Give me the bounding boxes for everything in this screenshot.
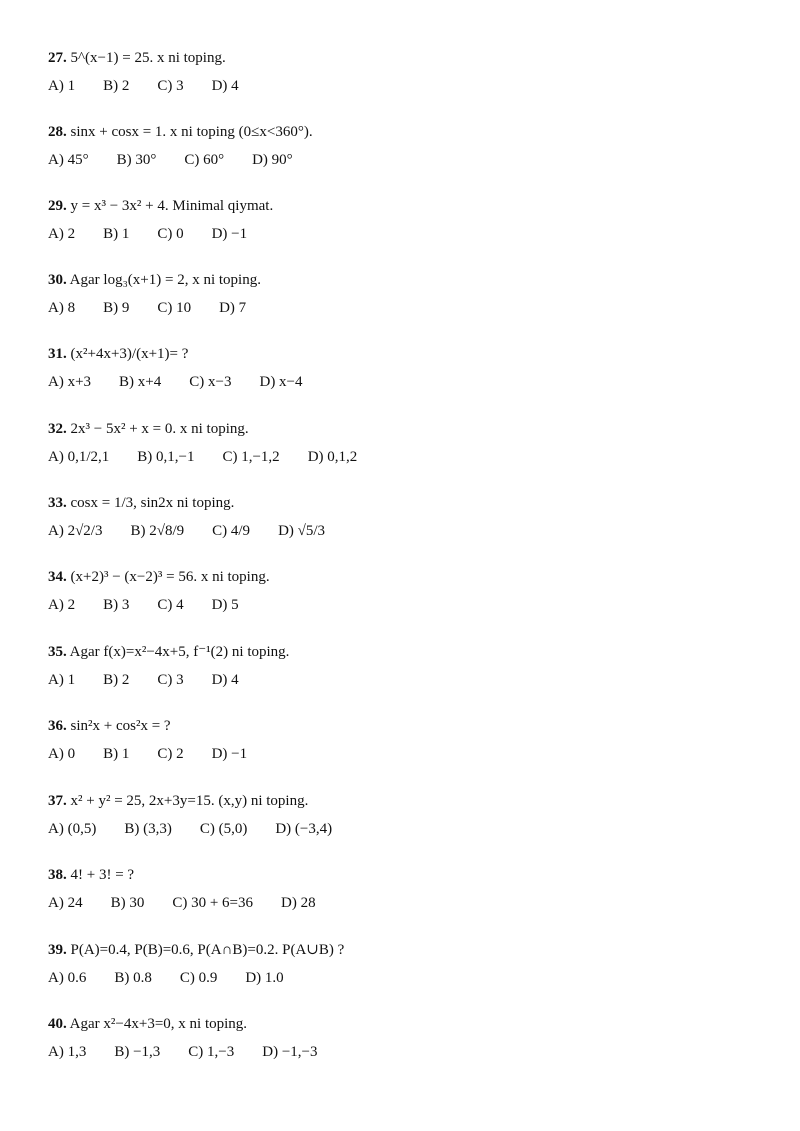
question-number: 37. xyxy=(48,793,67,809)
option-a: A) 45° xyxy=(48,152,89,168)
answer-options xyxy=(48,224,748,244)
question-text xyxy=(48,865,748,885)
option-c: C) 1,−3 xyxy=(188,1044,235,1060)
option-d: D) 90° xyxy=(252,152,293,168)
question-number: 29. xyxy=(48,198,67,214)
option-d: D) −1 xyxy=(211,746,248,762)
question-body: x² + y² = 25, 2x+3y=15. (x,y) ni toping. xyxy=(66,793,309,809)
question-38 xyxy=(48,865,748,913)
answer-options xyxy=(48,968,748,988)
option-b: B) 3 xyxy=(103,597,130,613)
option-b: B) −1,3 xyxy=(114,1044,161,1060)
question-body: Agar x²−4x+3=0, x ni toping. xyxy=(66,1016,248,1032)
question-40 xyxy=(48,1014,748,1062)
option-c: C) 4 xyxy=(157,597,184,613)
option-b: B) 1 xyxy=(103,746,130,762)
question-34 xyxy=(48,567,748,615)
option-d: D) 4 xyxy=(211,78,239,94)
option-c: C) 0 xyxy=(157,226,184,242)
option-b: B) x+4 xyxy=(119,374,162,390)
option-c: C) (5,0) xyxy=(199,821,248,837)
answer-options xyxy=(48,744,748,764)
question-number: 36. xyxy=(48,718,67,734)
question-number: 38. xyxy=(48,867,67,883)
question-body: (x+2)³ − (x−2)³ = 56. x ni toping. xyxy=(66,569,270,585)
option-d: D) −1,−3 xyxy=(262,1044,318,1060)
answer-options xyxy=(48,150,748,170)
question-31 xyxy=(48,344,748,392)
question-number: 32. xyxy=(48,421,67,437)
option-d: D) −1 xyxy=(211,226,248,242)
option-c: C) 30 + 6=36 xyxy=(172,895,253,911)
option-c: C) 1,−1,2 xyxy=(222,449,280,465)
option-b: B) 30 xyxy=(110,895,145,911)
option-b: B) 30° xyxy=(116,152,157,168)
option-d: D) 0,1,2 xyxy=(307,449,358,465)
question-text xyxy=(48,642,748,662)
question-text xyxy=(48,1014,748,1034)
option-c: C) x−3 xyxy=(189,374,232,390)
question-text xyxy=(48,419,748,439)
answer-options xyxy=(48,819,748,839)
option-a: A) 0,1/2,1 xyxy=(48,449,110,465)
question-body: sin²x + cos²x = ? xyxy=(66,718,171,734)
option-d: D) 5 xyxy=(211,597,239,613)
option-a: A) 0 xyxy=(48,746,76,762)
question-text xyxy=(48,493,748,513)
answer-options xyxy=(48,1042,748,1062)
answer-options xyxy=(48,447,748,467)
question-text xyxy=(48,940,748,960)
question-37 xyxy=(48,791,748,839)
option-a: A) 2 xyxy=(48,226,76,242)
option-b: B) 9 xyxy=(103,300,130,316)
option-a: A) 1,3 xyxy=(48,1044,87,1060)
option-d: D) √5/3 xyxy=(278,523,326,539)
question-number: 33. xyxy=(48,495,67,511)
option-b: B) 1 xyxy=(103,226,130,242)
option-b: B) 0.8 xyxy=(114,970,152,986)
question-28 xyxy=(48,122,748,170)
question-text xyxy=(48,344,748,364)
option-a: A) 8 xyxy=(48,300,76,316)
question-body: cosx = 1/3, sin2x ni toping. xyxy=(66,495,235,511)
option-a: A) 24 xyxy=(48,895,83,911)
question-number: 31. xyxy=(48,346,67,362)
answer-options xyxy=(48,521,748,541)
option-b: B) (3,3) xyxy=(124,821,172,837)
option-d: D) 28 xyxy=(281,895,316,911)
question-29 xyxy=(48,196,748,244)
option-a: A) 2 xyxy=(48,597,76,613)
question-text xyxy=(48,791,748,811)
option-b: B) 0,1,−1 xyxy=(137,449,195,465)
question-number: 27. xyxy=(48,50,67,66)
option-b: B) 2√8/9 xyxy=(130,523,185,539)
answer-options xyxy=(48,298,748,318)
question-35 xyxy=(48,642,748,690)
question-number: 39. xyxy=(48,942,67,958)
option-c: C) 10 xyxy=(157,300,192,316)
option-d: D) 7 xyxy=(219,300,247,316)
option-a: A) x+3 xyxy=(48,374,92,390)
question-text xyxy=(48,196,748,216)
option-c: C) 2 xyxy=(157,746,184,762)
question-number: 35. xyxy=(48,644,67,660)
question-body: 4! + 3! = ? xyxy=(66,867,135,883)
answer-options xyxy=(48,595,748,615)
option-a: A) (0,5) xyxy=(48,821,97,837)
option-d: D) (−3,4) xyxy=(275,821,333,837)
option-b: B) 2 xyxy=(103,672,130,688)
option-c: C) 3 xyxy=(157,672,184,688)
answer-options xyxy=(48,893,748,913)
question-text xyxy=(48,716,748,736)
question-number: 40. xyxy=(48,1016,67,1032)
option-c: C) 3 xyxy=(157,78,184,94)
question-body: Agar log₃(x+1) = 2, x ni toping. xyxy=(66,272,261,288)
question-33 xyxy=(48,493,748,541)
question-32 xyxy=(48,419,748,467)
question-36 xyxy=(48,716,748,764)
question-body: 5^(x−1) = 25. x ni toping. xyxy=(66,50,226,66)
question-body: sinx + cosx = 1. x ni toping (0≤x<360°). xyxy=(66,124,313,140)
question-number: 34. xyxy=(48,569,67,585)
question-text xyxy=(48,270,748,290)
question-30 xyxy=(48,270,748,318)
option-a: A) 1 xyxy=(48,78,76,94)
option-a: A) 0.6 xyxy=(48,970,87,986)
option-c: C) 0.9 xyxy=(179,970,218,986)
question-number: 30. xyxy=(48,272,67,288)
question-text xyxy=(48,48,748,68)
option-d: D) 1.0 xyxy=(245,970,284,986)
option-c: C) 4/9 xyxy=(212,523,251,539)
option-a: A) 2√2/3 xyxy=(48,523,103,539)
option-c: C) 60° xyxy=(184,152,225,168)
question-body: P(A)=0.4, P(B)=0.6, P(A∩B)=0.2. P(A∪B) ? xyxy=(66,942,345,958)
option-d: D) 4 xyxy=(211,672,239,688)
answer-options xyxy=(48,670,748,690)
option-d: D) x−4 xyxy=(259,374,303,390)
answer-options xyxy=(48,76,748,96)
question-body: y = x³ − 3x² + 4. Minimal qiymat. xyxy=(66,198,274,214)
question-text xyxy=(48,122,748,142)
question-body: 2x³ − 5x² + x = 0. x ni toping. xyxy=(66,421,249,437)
question-39 xyxy=(48,940,748,988)
question-number: 28. xyxy=(48,124,67,140)
question-body: (x²+4x+3)/(x+1)= ? xyxy=(66,346,189,362)
option-a: A) 1 xyxy=(48,672,76,688)
option-b: B) 2 xyxy=(103,78,130,94)
answer-options xyxy=(48,372,748,392)
question-27 xyxy=(48,48,748,96)
question-body: Agar f(x)=x²−4x+5, f⁻¹(2) ni toping. xyxy=(66,644,290,660)
question-text xyxy=(48,567,748,587)
